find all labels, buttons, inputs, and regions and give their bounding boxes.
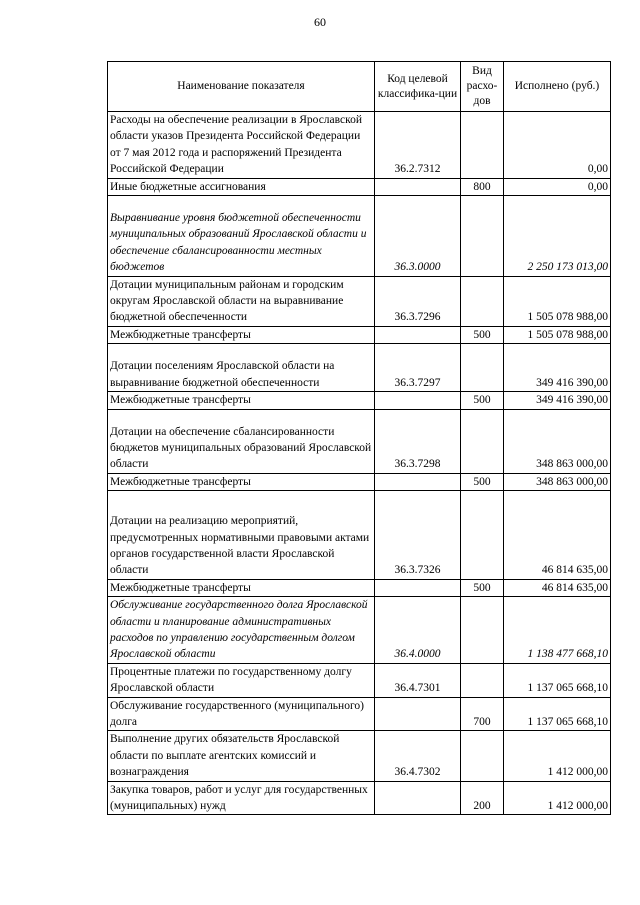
budget-table bbox=[107, 61, 611, 815]
row-code: 36.3.7298 bbox=[375, 409, 461, 473]
row-sum: 46 814 635,00 bbox=[504, 491, 611, 580]
row-code: 36.4.0000 bbox=[375, 597, 461, 664]
row-vid bbox=[461, 491, 504, 580]
row-name: Расходы на обеспечение реализации в Ярославской области указов Президента Российской Федерации от 7 мая 2012 года и распоряжений Президента Российской Федерации bbox=[108, 112, 375, 179]
page-number: 60 bbox=[314, 15, 326, 29]
row-name: Дотации на реализацию мероприятий, предусмотренных нормативными правовыми актами органов государственной власти Ярославской области bbox=[108, 491, 375, 580]
row-code bbox=[375, 697, 461, 731]
row-code: 36.3.7297 bbox=[375, 344, 461, 392]
row-code: 36.4.7302 bbox=[375, 731, 461, 781]
row-vid bbox=[461, 276, 504, 326]
row-name: Дотации поселениям Ярославской области на выравнивание бюджетной обеспеченности bbox=[108, 344, 375, 392]
table-row bbox=[108, 392, 611, 409]
row-code: 36.2.7312 bbox=[375, 112, 461, 179]
row-name: Межбюджетные трансферты bbox=[108, 392, 375, 409]
row-vid bbox=[461, 344, 504, 392]
row-code bbox=[375, 178, 461, 195]
table-row bbox=[108, 344, 611, 392]
row-vid: 700 bbox=[461, 697, 504, 731]
table-row bbox=[108, 196, 611, 277]
table-header-row bbox=[108, 62, 611, 112]
table-row bbox=[108, 663, 611, 697]
table-row bbox=[108, 409, 611, 473]
row-name: Межбюджетные трансферты bbox=[108, 579, 375, 596]
row-name: Межбюджетные трансферты bbox=[108, 473, 375, 490]
row-vid: 200 bbox=[461, 781, 504, 815]
row-vid: 800 bbox=[461, 178, 504, 195]
row-code: 36.4.7301 bbox=[375, 663, 461, 697]
row-code bbox=[375, 326, 461, 343]
row-code bbox=[375, 579, 461, 596]
row-code: 36.3.7326 bbox=[375, 491, 461, 580]
row-sum: 0,00 bbox=[504, 178, 611, 195]
table-row bbox=[108, 697, 611, 731]
row-sum: 1 138 477 668,10 bbox=[504, 597, 611, 664]
row-vid bbox=[461, 731, 504, 781]
row-name: Выравнивание уровня бюджетной обеспеченности муниципальных образований Ярославской области и обеспечение сбалансированности местных бюджетов bbox=[108, 196, 375, 277]
row-sum: 1 137 065 668,10 bbox=[504, 697, 611, 731]
header-name: Наименование показателя bbox=[108, 62, 375, 112]
row-vid bbox=[461, 409, 504, 473]
row-vid bbox=[461, 112, 504, 179]
row-name: Закупка товаров, работ и услуг для государственных (муниципальных) нужд bbox=[108, 781, 375, 815]
row-name: Дотации муниципальным районам и городским округам Ярославской области на выравнивание бюджетной обеспеченности bbox=[108, 276, 375, 326]
row-name: Иные бюджетные ассигнования bbox=[108, 178, 375, 195]
row-code bbox=[375, 392, 461, 409]
table-row bbox=[108, 597, 611, 664]
table-row bbox=[108, 731, 611, 781]
table-row bbox=[108, 491, 611, 580]
row-sum: 349 416 390,00 bbox=[504, 392, 611, 409]
row-sum: 1 412 000,00 bbox=[504, 731, 611, 781]
row-name: Дотации на обеспечение сбалансированности бюджетов муниципальных образований Ярославской области bbox=[108, 409, 375, 473]
row-vid: 500 bbox=[461, 392, 504, 409]
row-sum: 1 137 065 668,10 bbox=[504, 663, 611, 697]
row-vid: 500 bbox=[461, 473, 504, 490]
table-row bbox=[108, 326, 611, 343]
row-sum: 1 505 078 988,00 bbox=[504, 276, 611, 326]
header-code: Код целевой классифика-ции bbox=[375, 62, 461, 112]
row-code: 36.3.0000 bbox=[375, 196, 461, 277]
row-vid bbox=[461, 663, 504, 697]
row-vid bbox=[461, 196, 504, 277]
table-row bbox=[108, 276, 611, 326]
row-sum: 348 863 000,00 bbox=[504, 409, 611, 473]
row-name: Выполнение других обязательств Ярославской области по выплате агентских комиссий и вознаграждения bbox=[108, 731, 375, 781]
row-code bbox=[375, 473, 461, 490]
row-sum: 1 412 000,00 bbox=[504, 781, 611, 815]
table-row bbox=[108, 473, 611, 490]
table-row bbox=[108, 781, 611, 815]
row-sum: 46 814 635,00 bbox=[504, 579, 611, 596]
table-row bbox=[108, 112, 611, 179]
header-sum: Исполнено (руб.) bbox=[504, 62, 611, 112]
row-name: Обслуживание государственного долга Ярославской области и планирование административных расходов по управлению государственным долгом Ярославской области bbox=[108, 597, 375, 664]
row-name: Процентные платежи по государственному долгу Ярославской области bbox=[108, 663, 375, 697]
row-sum: 348 863 000,00 bbox=[504, 473, 611, 490]
row-name: Межбюджетные трансферты bbox=[108, 326, 375, 343]
row-sum: 0,00 bbox=[504, 112, 611, 179]
row-vid: 500 bbox=[461, 579, 504, 596]
table-row bbox=[108, 178, 611, 195]
row-code bbox=[375, 781, 461, 815]
row-sum: 1 505 078 988,00 bbox=[504, 326, 611, 343]
table-row bbox=[108, 579, 611, 596]
row-vid: 500 bbox=[461, 326, 504, 343]
row-vid bbox=[461, 597, 504, 664]
row-name: Обслуживание государственного (муниципального) долга bbox=[108, 697, 375, 731]
row-code: 36.3.7296 bbox=[375, 276, 461, 326]
header-vid: Вид расхо-дов bbox=[461, 62, 504, 112]
row-sum: 2 250 173 013,00 bbox=[504, 196, 611, 277]
row-sum: 349 416 390,00 bbox=[504, 344, 611, 392]
